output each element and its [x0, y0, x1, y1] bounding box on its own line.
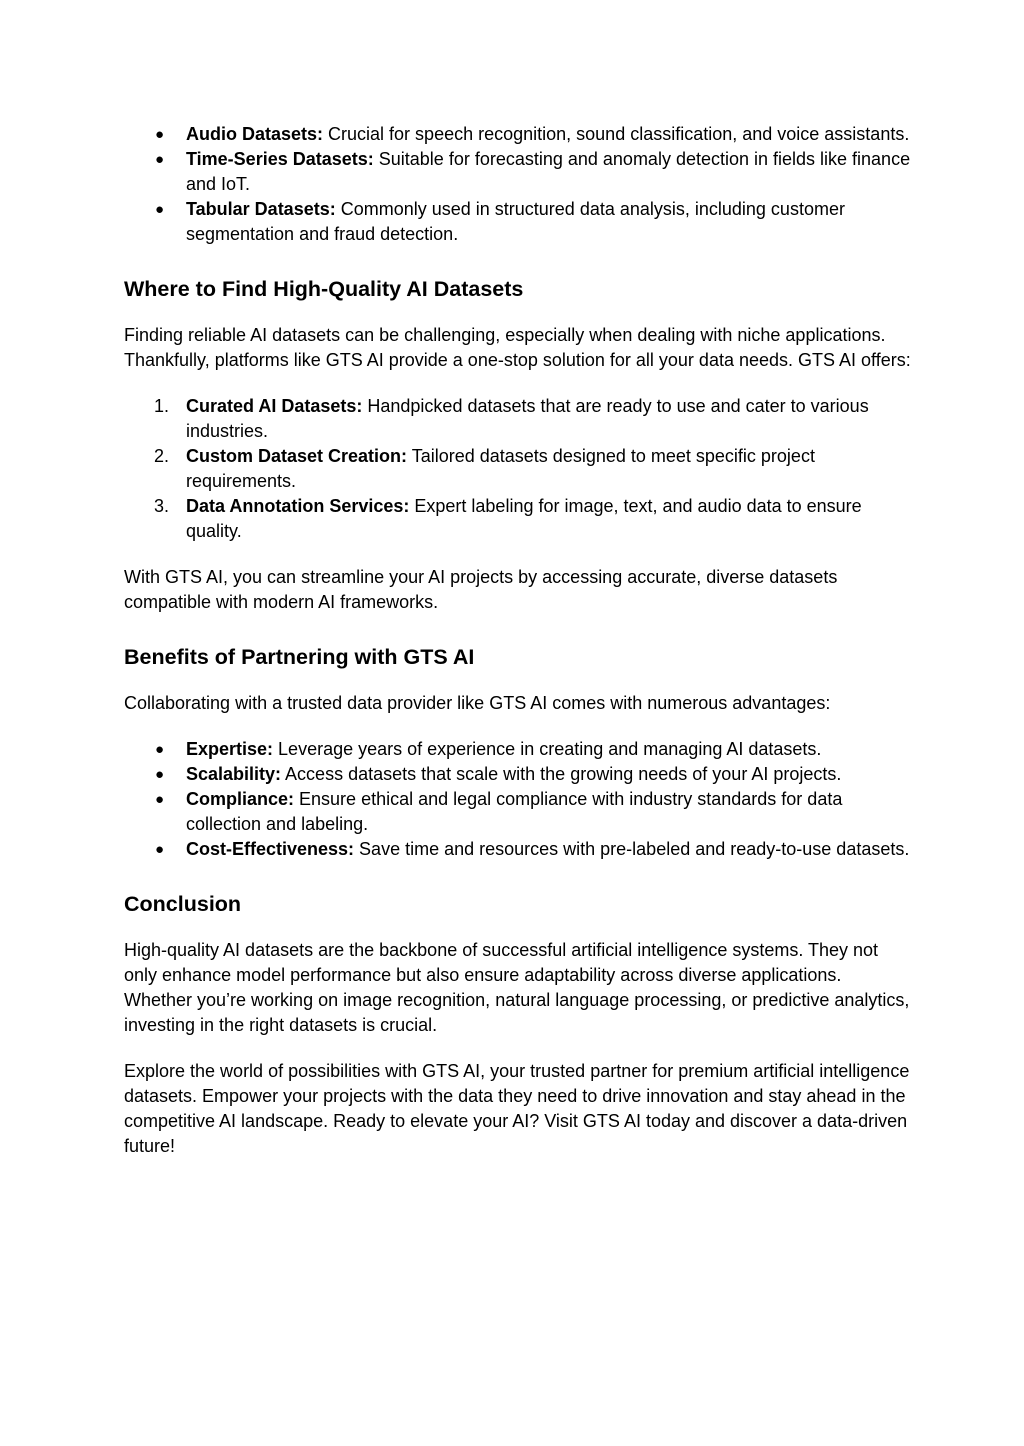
- list-item-text: Save time and resources with pre-labeled and ready-to-use datasets.: [354, 839, 910, 859]
- list-item-term: Data Annotation Services:: [186, 496, 410, 516]
- list-item-term: Compliance:: [186, 789, 295, 809]
- list-item-term: Scalability:: [186, 764, 282, 784]
- list-number: 2.: [154, 446, 170, 466]
- paragraph: Explore the world of possibilities with GTS AI, your trusted partner for premium artificial intelligence datasets. Empower your projects with the data they need to drive innovation and stay ahead in the competitive AI landscape. Ready to elevate your AI? Visit GTS AI today and discover a data-driven future!: [124, 1061, 910, 1156]
- list-item-text: Crucial for speech recognition, sound classification, and voice assistants.: [323, 124, 910, 144]
- bullet-icon: ●: [155, 841, 165, 858]
- list-item-term: Custom Dataset Creation:: [186, 446, 408, 466]
- section-heading-benefits: Benefits of Partnering with GTS AI: [124, 645, 475, 669]
- bullet-icon: ●: [155, 741, 165, 758]
- list-item-term: Time-Series Datasets:: [186, 149, 374, 169]
- list-item-term: Audio Datasets:: [186, 124, 324, 144]
- list-item: [124, 147, 914, 197]
- paragraph: High-quality AI datasets are the backbone of successful artificial intelligence systems. They not only enhance model performance but also ensure adaptability across diverse applications. Whether you’re working on image recognition, natural language processing, or predictive analytics, investing in the right datasets is crucial.: [124, 940, 910, 1035]
- bullet-icon: ●: [155, 791, 165, 808]
- list-item-text: Ensure ethical and legal compliance with industry standards for data collection and labeling.: [186, 789, 843, 834]
- bullet-icon: ●: [155, 201, 165, 218]
- paragraph: Finding reliable AI datasets can be challenging, especially when dealing with niche applications. Thankfully, platforms like GTS AI provide a one-stop solution for all your data needs. GTS AI offers:: [124, 325, 911, 370]
- list-item-text: Suitable for forecasting and anomaly detection in fields like finance and IoT.: [186, 149, 911, 194]
- list-item: [124, 837, 914, 862]
- list-item-text: Handpicked datasets that are ready to use and cater to various industries.: [186, 396, 869, 441]
- list-item-text: Commonly used in structured data analysis, including customer segmentation and fraud detection.: [186, 199, 845, 244]
- list-item-text: Tailored datasets designed to meet specific project requirements.: [186, 446, 815, 491]
- list-item-text: Leverage years of experience in creating and managing AI datasets.: [273, 739, 822, 759]
- benefits-list: [124, 737, 914, 862]
- dataset-types-list: [124, 122, 914, 247]
- list-item-term: Cost-Effectiveness:: [186, 839, 355, 859]
- list-item: [124, 787, 914, 837]
- document-page: [124, 122, 914, 1180]
- list-item-text: Expert labeling for image, text, and audio data to ensure quality.: [186, 496, 862, 541]
- section-heading-find: Where to Find High-Quality AI Datasets: [124, 277, 524, 301]
- list-item: [124, 762, 914, 787]
- bullet-icon: ●: [155, 126, 165, 143]
- list-item-term: Curated AI Datasets:: [186, 396, 363, 416]
- list-item: [124, 394, 914, 444]
- list-number: 1.: [154, 396, 170, 416]
- list-item-term: Expertise:: [186, 739, 274, 759]
- section-heading-conclusion: Conclusion: [124, 892, 242, 916]
- list-item-term: Tabular Datasets:: [186, 199, 336, 219]
- list-item-text: Access datasets that scale with the growing needs of your AI projects.: [281, 764, 842, 784]
- paragraph: Collaborating with a trusted data provider like GTS AI comes with numerous advantages:: [124, 693, 831, 713]
- list-item: [124, 737, 914, 762]
- paragraph: With GTS AI, you can streamline your AI projects by accessing accurate, diverse datasets compatible with modern AI frameworks.: [124, 567, 838, 612]
- offerings-list: [124, 394, 914, 544]
- list-item: [124, 197, 914, 247]
- list-item: [124, 444, 914, 494]
- list-item: [124, 494, 914, 544]
- bullet-icon: ●: [155, 151, 165, 168]
- bullet-icon: ●: [155, 766, 165, 783]
- list-item: [124, 122, 914, 147]
- list-number: 3.: [154, 496, 170, 516]
